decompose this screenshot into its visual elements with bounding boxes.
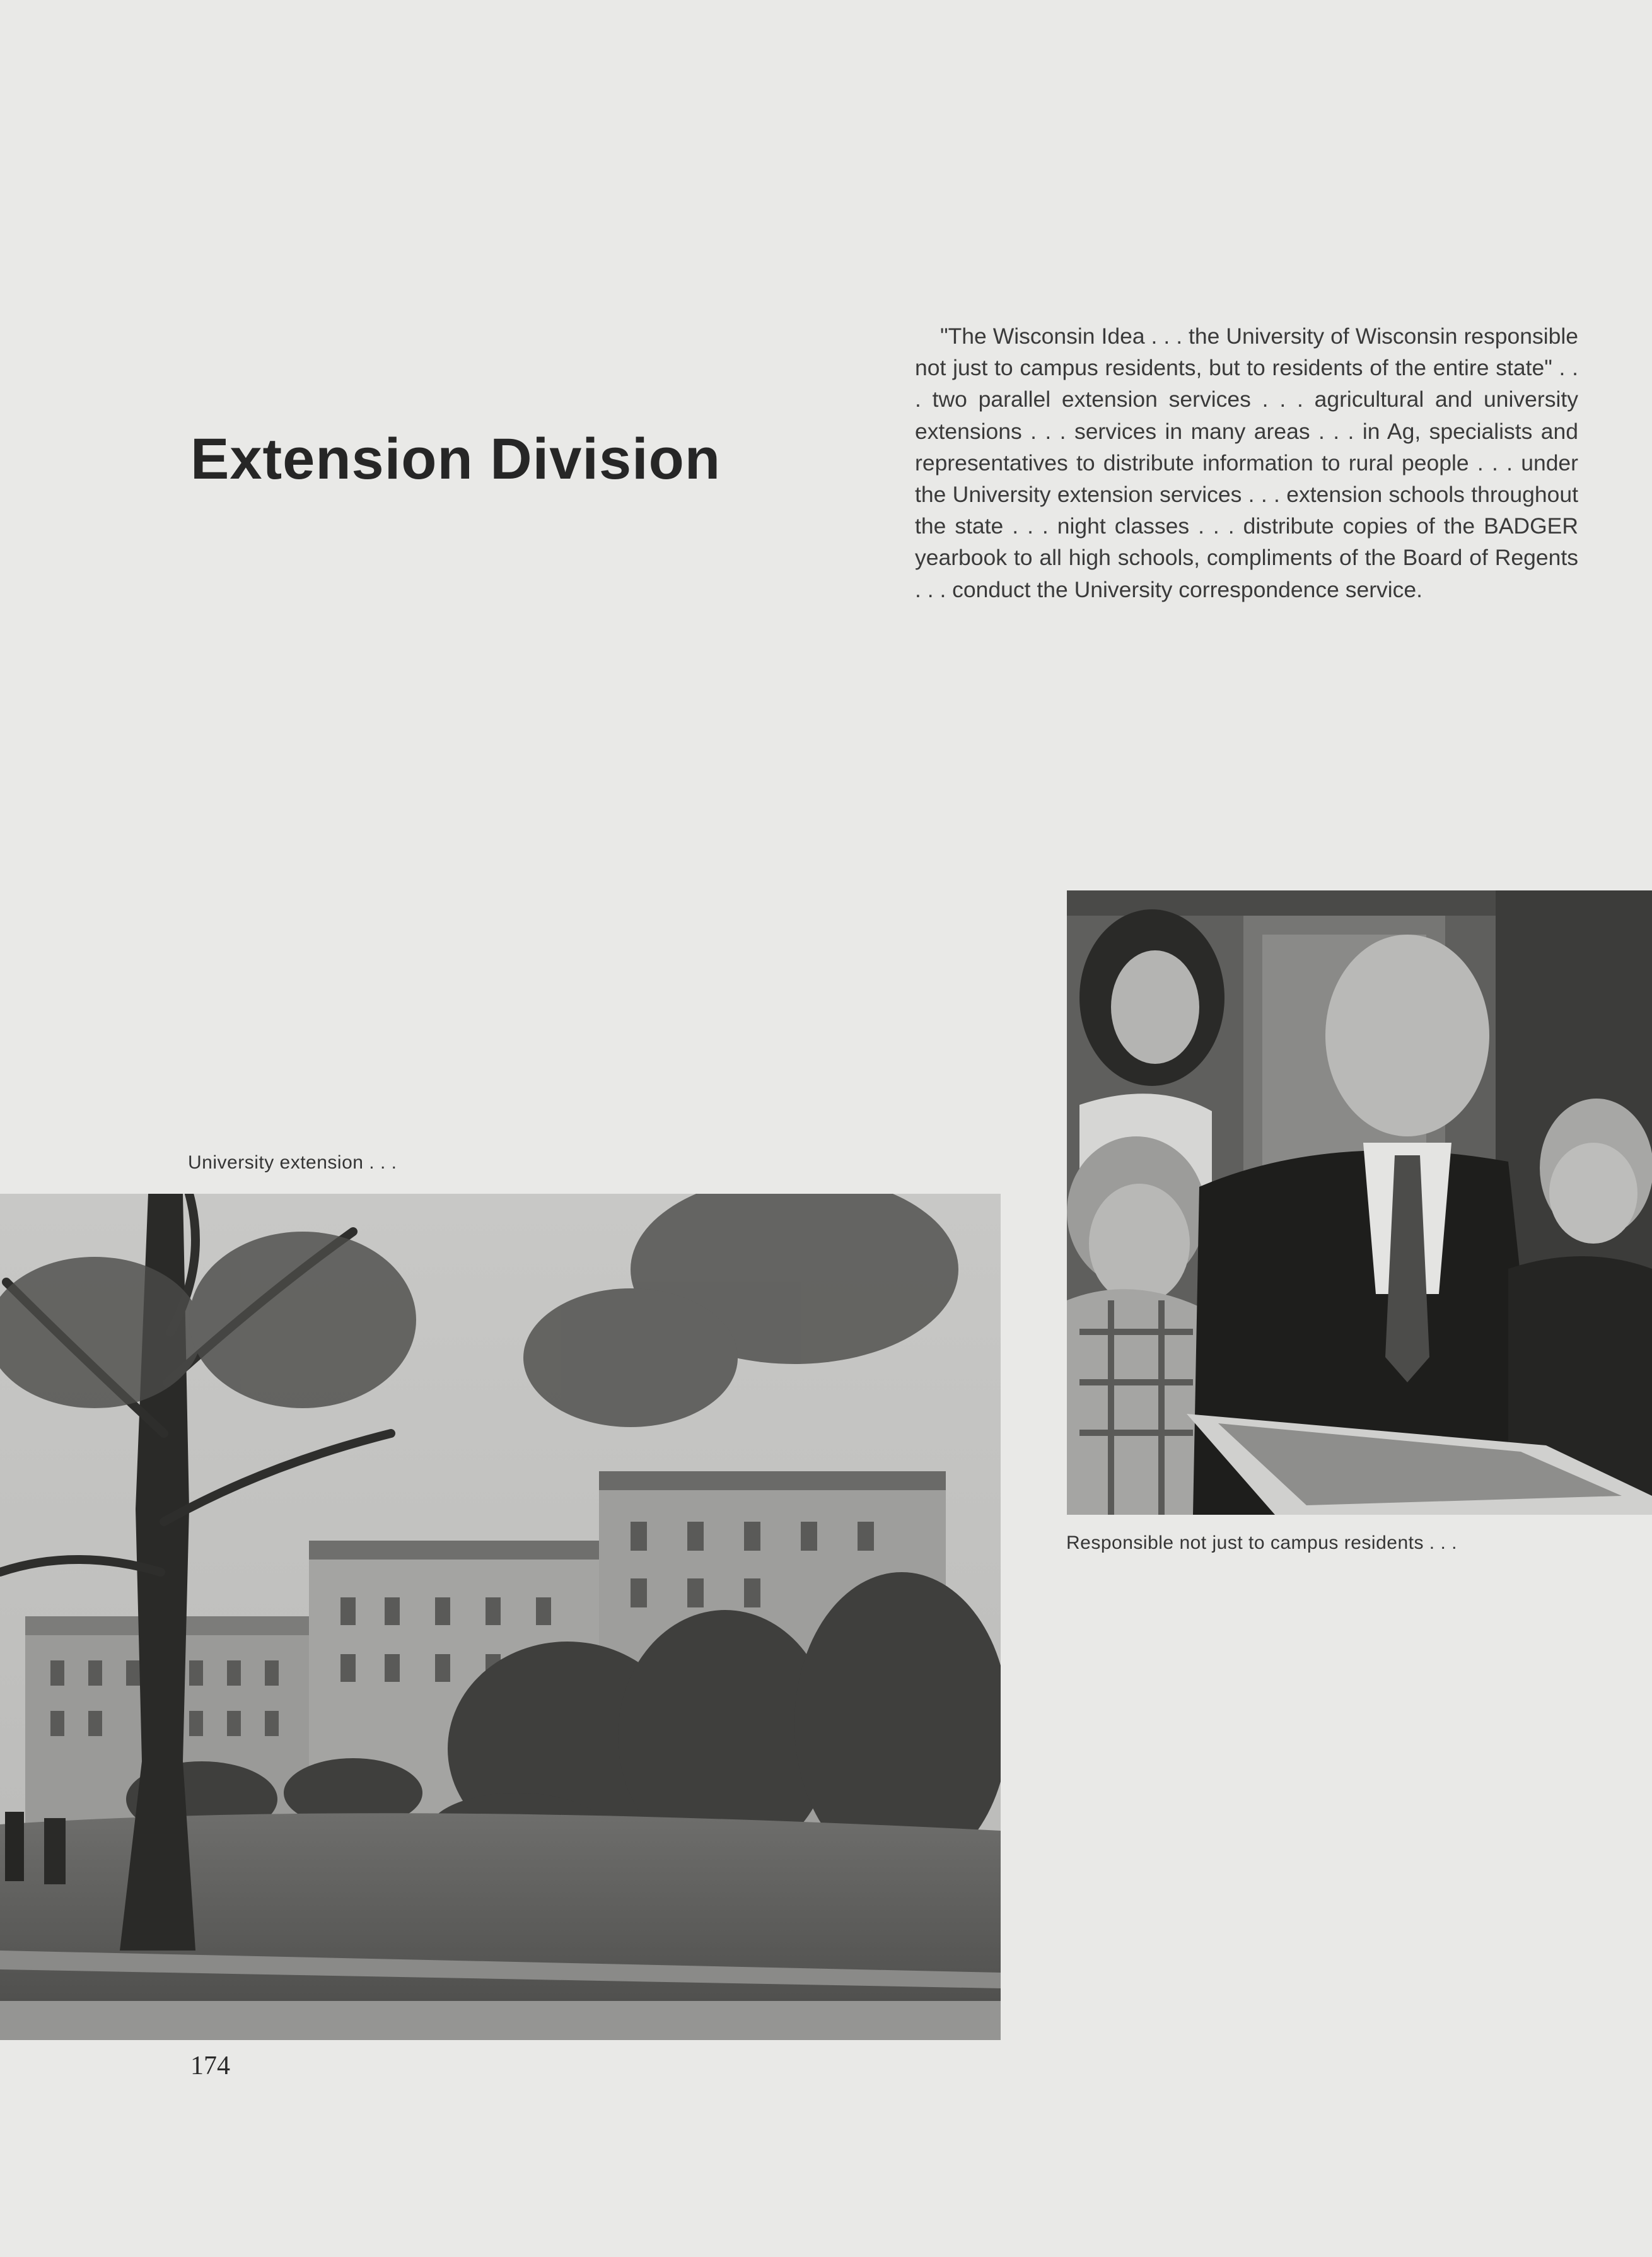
page-number: 174 bbox=[190, 2051, 230, 2080]
page-title: Extension Division bbox=[190, 427, 721, 491]
people-photo-caption: Responsible not just to campus residents . . . bbox=[1066, 1532, 1457, 1553]
campus-photo-caption: University extension . . . bbox=[188, 1152, 397, 1173]
intro-paragraph: "The Wisconsin Idea . . . the University of Wisconsin responsible not just to campus residents, but to residents of the entire state" . . . two parallel extension services . . . agricultural and university extensions . . . services in many areas . . . in Ag, specialists and representatives to distribute information to rural people . . . under the University extension services . . . extension schools throughout the state . . . night classes . . . distribute copies of the BADGER yearbook to all high schools, compliments of the Board of Regents . . . conduct the University correspondence service. bbox=[915, 324, 1578, 602]
campus-building-photo bbox=[0, 1194, 1001, 2040]
people-reading-photo bbox=[1067, 890, 1652, 1515]
